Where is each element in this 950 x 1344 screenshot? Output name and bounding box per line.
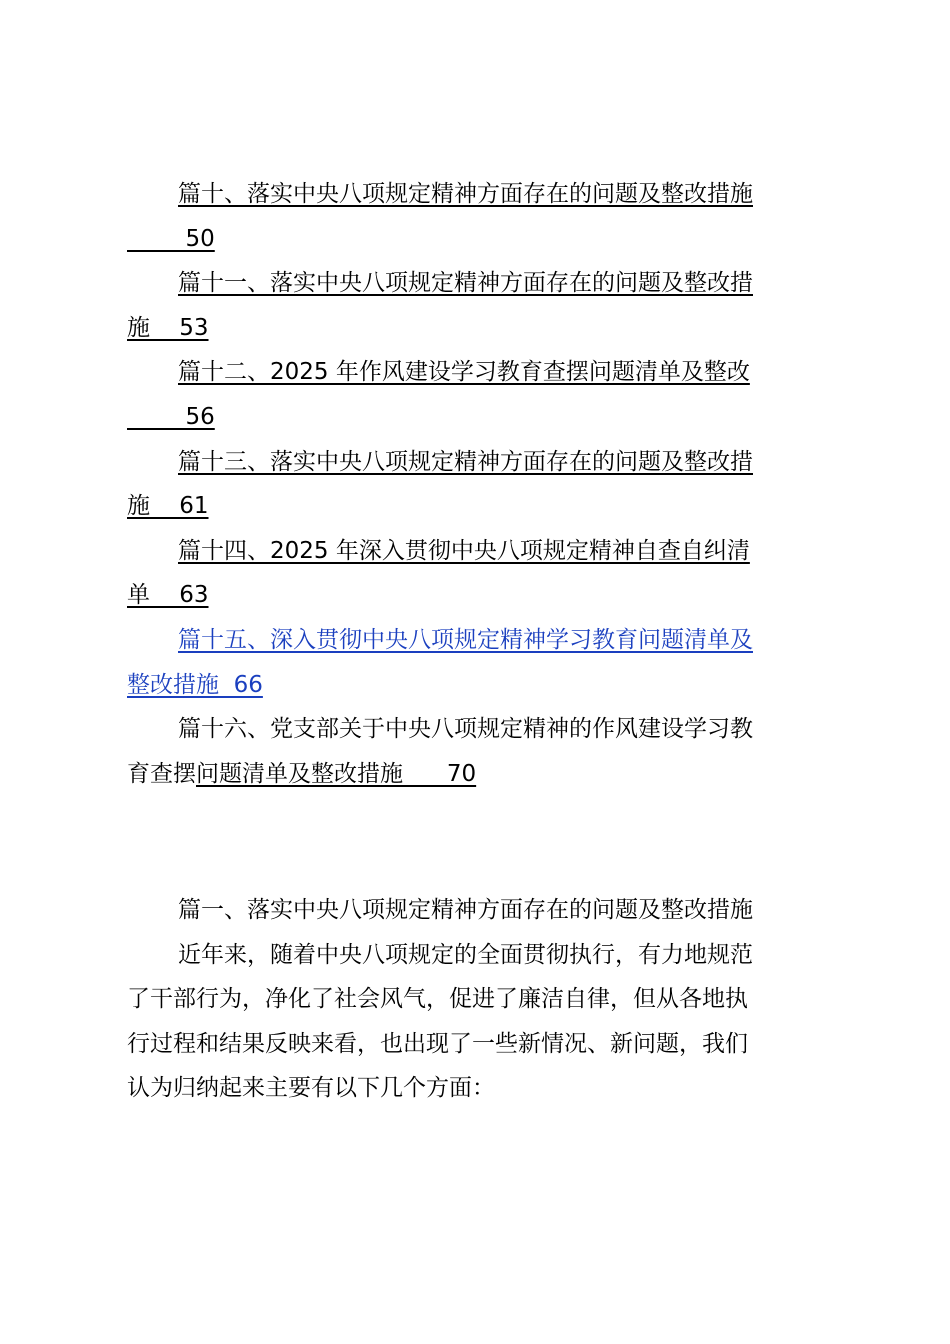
toc-entry-title[interactable]: 篇十二、2025 年作风建设学习教育查摆问题清单及整改 bbox=[178, 359, 750, 386]
toc-entry-page[interactable]: 施 53 bbox=[127, 314, 209, 341]
toc-entry-page[interactable]: 56 bbox=[127, 403, 215, 430]
table-of-contents bbox=[127, 172, 817, 796]
toc-entry-13[interactable] bbox=[127, 440, 817, 529]
section-body bbox=[127, 888, 817, 1111]
toc-entry-11[interactable] bbox=[127, 261, 817, 350]
toc-entry-page[interactable]: 整改措施 66 bbox=[127, 671, 263, 698]
paragraph-line: 近年来，随着中央八项规定的全面贯彻执行，有力地规范 bbox=[178, 941, 753, 968]
toc-entry-page[interactable]: 50 bbox=[127, 225, 215, 252]
toc-entry-page[interactable]: 问题清单及整改措施 70 bbox=[196, 760, 477, 787]
toc-entry-title-cont: 育查摆 bbox=[127, 760, 196, 787]
toc-entry-page[interactable]: 施 61 bbox=[127, 493, 209, 520]
toc-entry-page[interactable]: 单 63 bbox=[127, 582, 209, 609]
toc-entry-14[interactable] bbox=[127, 529, 817, 618]
toc-entry-16[interactable] bbox=[127, 707, 817, 796]
paragraph-line: 行过程和结果反映来看，也出现了一些新情况、新问题，我们 bbox=[127, 1030, 748, 1057]
toc-entry-title: 篇十六、党支部关于中央八项规定精神的作风建设学习教 bbox=[178, 716, 753, 743]
toc-entry-12[interactable] bbox=[127, 350, 817, 439]
toc-entry-title[interactable]: 篇十五、深入贯彻中央八项规定精神学习教育问题清单及 bbox=[178, 626, 753, 653]
toc-entry-15-link[interactable] bbox=[127, 618, 817, 707]
toc-entry-10[interactable] bbox=[127, 172, 817, 261]
paragraph-line: 了干部行为，净化了社会风气，促进了廉洁自律，但从各地执 bbox=[127, 986, 748, 1013]
section-heading: 篇一、落实中央八项规定精神方面存在的问题及整改措施 bbox=[178, 897, 753, 923]
toc-entry-title[interactable]: 篇十四、2025 年深入贯彻中央八项规定精神自查自纠清 bbox=[178, 537, 750, 564]
toc-entry-title[interactable]: 篇十一、落实中央八项规定精神方面存在的问题及整改措 bbox=[178, 270, 753, 297]
toc-entry-title[interactable]: 篇十、落实中央八项规定精神方面存在的问题及整改措施 bbox=[178, 181, 753, 207]
toc-entry-title[interactable]: 篇十三、落实中央八项规定精神方面存在的问题及整改措 bbox=[178, 448, 753, 475]
paragraph-line: 认为归纳起来主要有以下几个方面： bbox=[127, 1075, 495, 1102]
